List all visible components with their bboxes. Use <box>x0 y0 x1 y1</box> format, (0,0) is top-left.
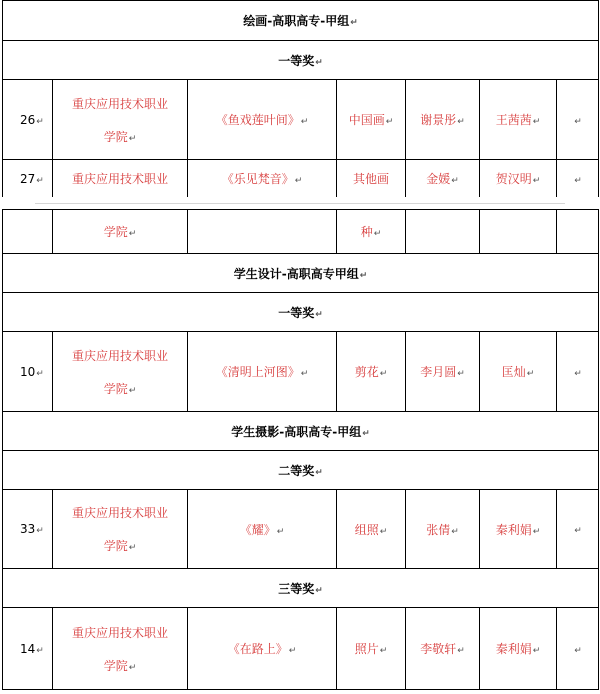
work-title: 《鱼戏莲叶间》↵ <box>188 80 337 160</box>
empty-cell <box>188 210 337 254</box>
empty-cell <box>3 210 53 254</box>
work-title: 《耀》↵ <box>188 490 337 569</box>
school-name-line1: 重庆应用技术职业 <box>71 506 168 520</box>
school-cell <box>53 332 188 412</box>
prize-header-third <box>3 569 599 608</box>
author-name: 李月圆↵ <box>406 332 480 412</box>
author-name: 张倩↵ <box>406 490 480 569</box>
school-cell: 重庆应用技术职业 <box>53 160 188 198</box>
school-cell <box>53 80 188 160</box>
teacher-name: 秦利娟↵ <box>480 490 557 569</box>
school-name-line1: 重庆应用技术职业 <box>71 625 168 640</box>
empty-cell <box>480 210 557 254</box>
work-type: 照片↵ <box>337 608 406 690</box>
empty-cell: ↵ <box>557 608 599 690</box>
section-header-painting <box>3 1 599 41</box>
teacher-name: 秦利娟↵ <box>480 608 557 690</box>
school-name-line2: 学院↵ <box>103 658 137 673</box>
school-name-line2: 学院↵ <box>103 539 137 553</box>
prize-title: 一等奖 <box>278 305 315 320</box>
section-header-design <box>3 254 599 293</box>
empty-cell: ↵ <box>557 490 599 569</box>
prize-header-first <box>3 293 599 332</box>
entry-number: 33↵ <box>3 490 53 569</box>
teacher-name: 王茜茜↵ <box>480 80 557 160</box>
prize-title: 一等奖 <box>278 53 315 68</box>
work-type: 其他画 <box>337 160 406 198</box>
prize-header-first <box>3 41 599 80</box>
entry-number: 14↵ <box>3 608 53 690</box>
table-row <box>3 608 599 690</box>
return-mark: ↵ <box>315 467 323 478</box>
entry-number: 27↵ <box>3 160 53 198</box>
work-type: 种↵ <box>337 210 406 254</box>
teacher-name: 贺汉明↵ <box>480 160 557 198</box>
author-name: 谢景彤↵ <box>406 80 480 160</box>
entry-number: 26↵ <box>3 80 53 160</box>
school-name-line2: 学院↵ <box>103 381 137 396</box>
school-name-line1: 重庆应用技术职业 <box>71 96 168 111</box>
school-cell <box>53 490 188 569</box>
school-cell: 学院↵ <box>53 210 188 254</box>
prize-title: 三等奖 <box>278 581 315 596</box>
section-header-photo <box>3 412 599 451</box>
return-mark: ↵ <box>350 18 358 28</box>
empty-cell: ↵ <box>557 160 599 198</box>
return-mark: ↵ <box>315 57 323 68</box>
work-type: 中国画↵ <box>337 80 406 160</box>
return-mark: ↵ <box>362 428 370 439</box>
work-title: 《清明上河图》↵ <box>188 332 337 412</box>
section-title: 学生摄影-高职高专-甲组 <box>231 424 362 439</box>
empty-cell: ↵ <box>557 80 599 160</box>
return-mark: ↵ <box>315 309 323 320</box>
school-name-line1: 重庆应用技术职业 <box>71 348 168 363</box>
work-type: 组照↵ <box>337 490 406 569</box>
table-row <box>3 160 599 198</box>
award-table-top <box>2 0 599 198</box>
empty-cell: ↵ <box>557 332 599 412</box>
author-name: 金媛↵ <box>406 160 480 198</box>
prize-title: 二等奖 <box>278 463 315 478</box>
work-type: 剪花↵ <box>337 332 406 412</box>
section-title: 绘画-高职高专-甲组 <box>243 14 350 28</box>
school-name-line2: 学院↵ <box>103 129 137 144</box>
return-mark: ↵ <box>315 585 323 596</box>
table-row <box>3 210 599 254</box>
table-row <box>3 80 599 160</box>
award-table-bottom <box>2 209 599 690</box>
entry-number: 10↵ <box>3 332 53 412</box>
return-mark: ↵ <box>359 270 368 281</box>
work-title: 《在路上》↵ <box>188 608 337 690</box>
page-break-line <box>35 203 565 204</box>
section-title: 学生设计-高职高专甲组 <box>233 266 359 281</box>
teacher-name: 匡灿↵ <box>480 332 557 412</box>
author-name: 李敬轩↵ <box>406 608 480 690</box>
school-cell <box>53 608 188 690</box>
empty-cell <box>406 210 480 254</box>
prize-header-second <box>3 451 599 490</box>
table-row <box>3 332 599 412</box>
table-row <box>3 490 599 569</box>
work-title: 《乐见梵音》↵ <box>188 160 337 198</box>
empty-cell <box>557 210 599 254</box>
